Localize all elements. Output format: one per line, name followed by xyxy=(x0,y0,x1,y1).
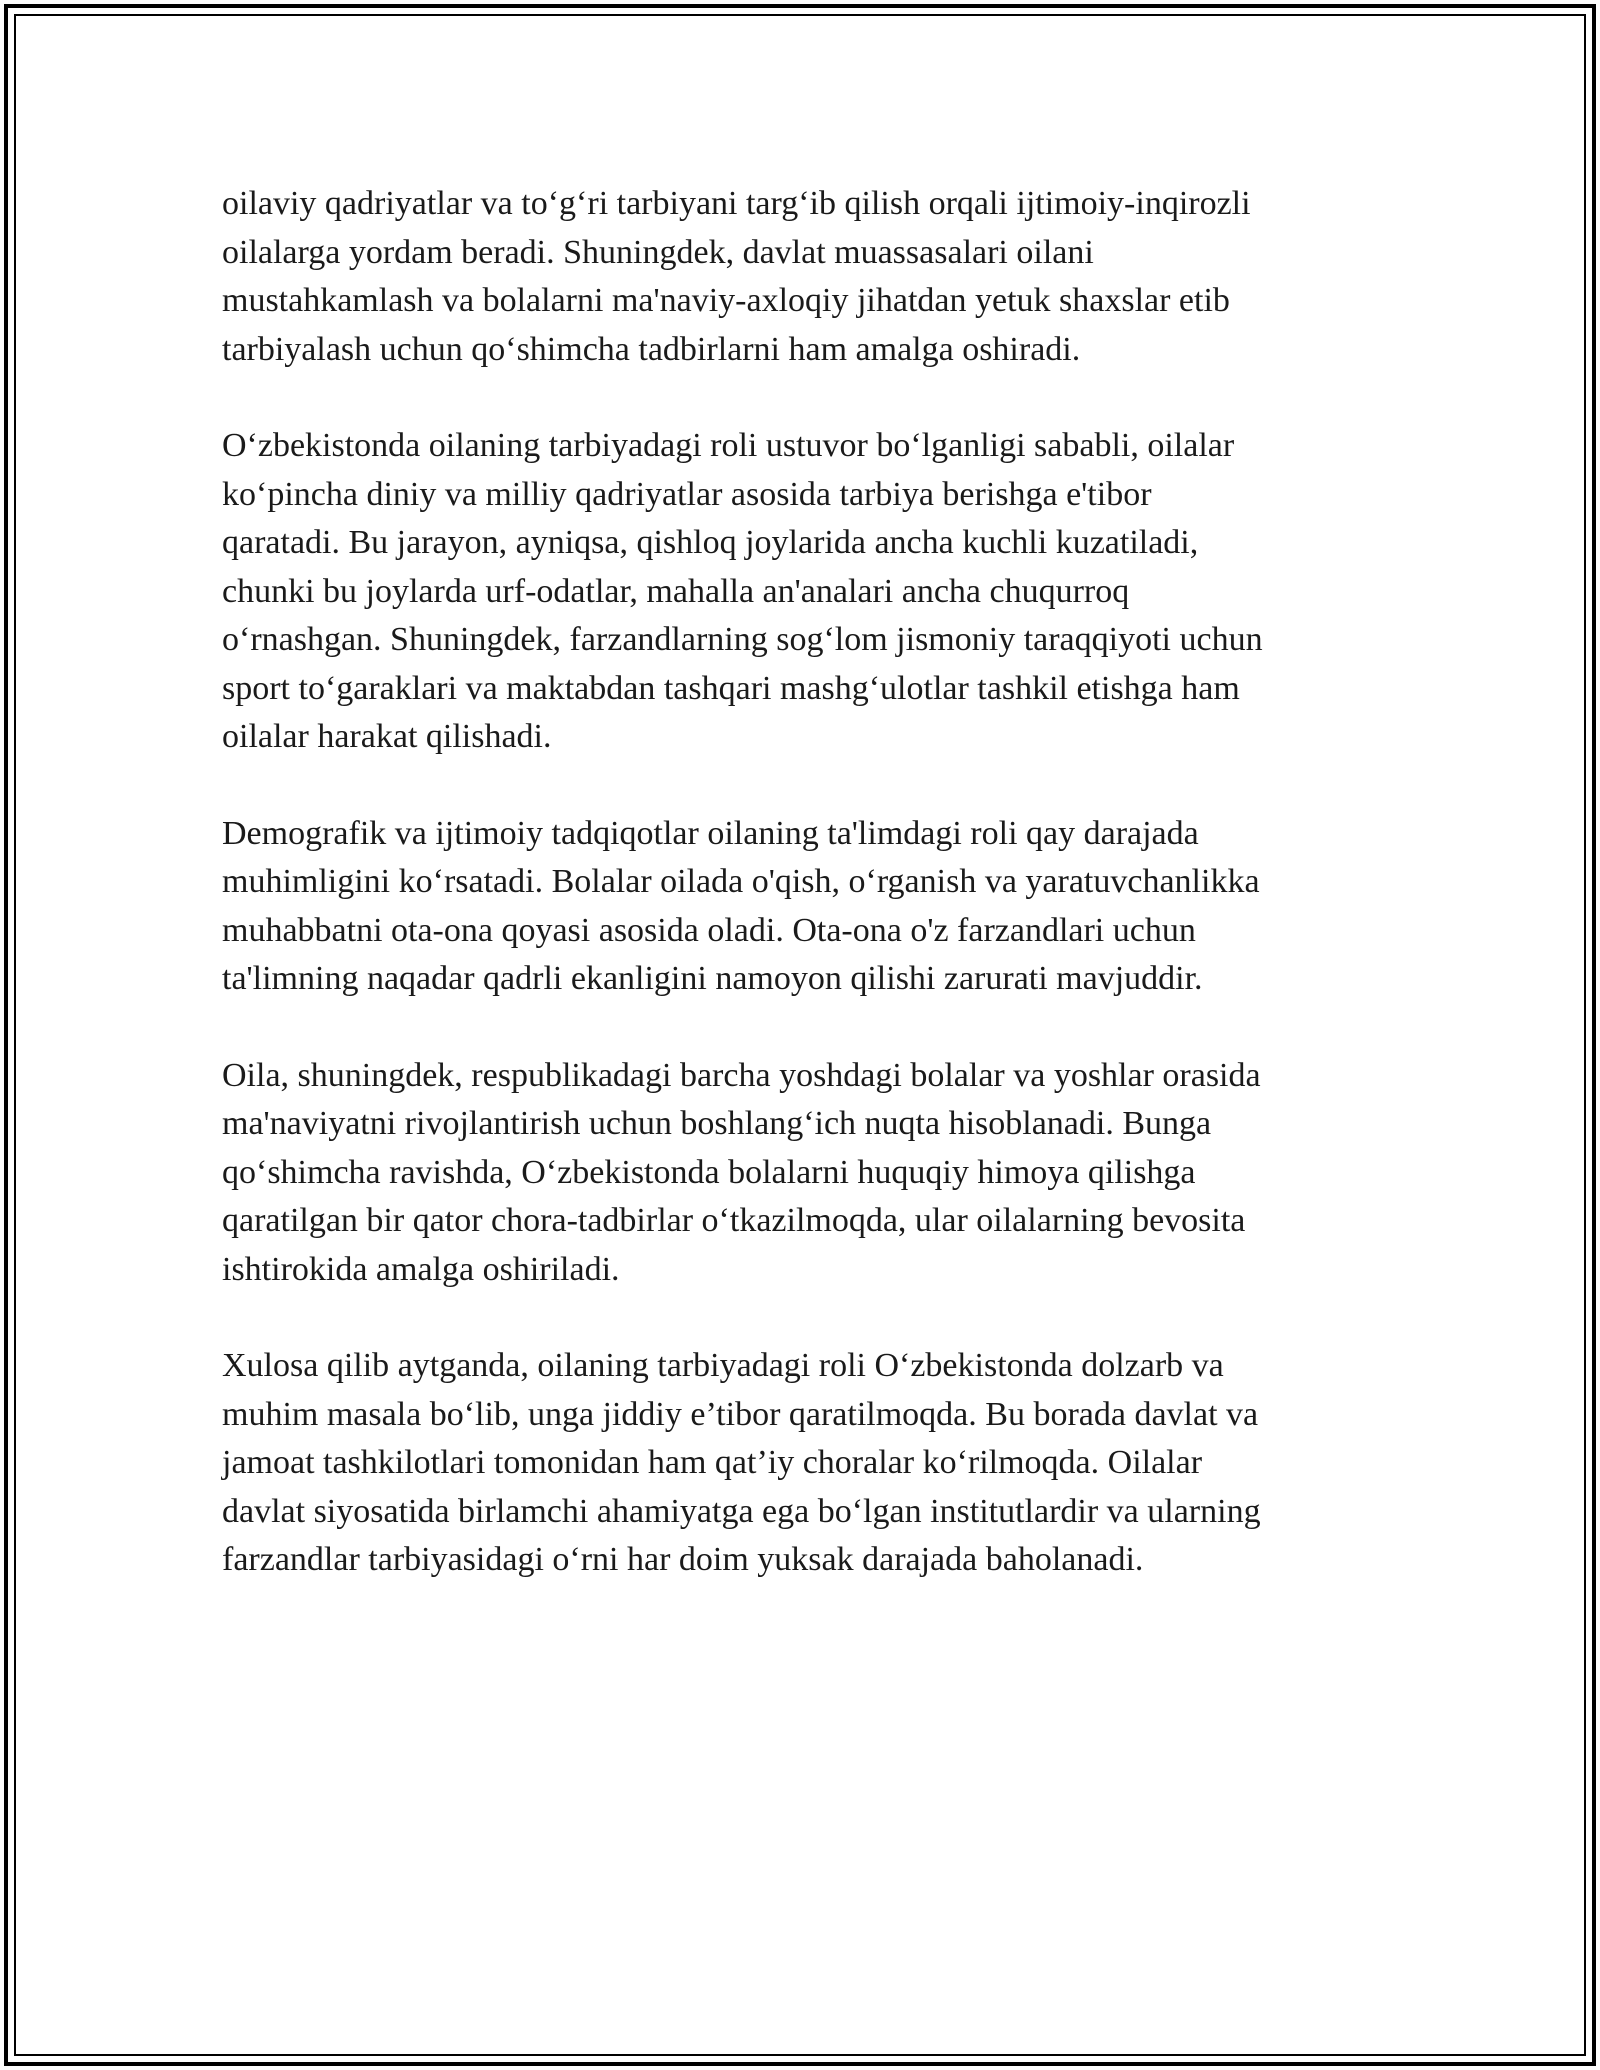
paragraph-1: oilaviy qadriyatlar va to‘g‘ri tarbiyani targ‘ib qilish orqali ijtimoiy-inqirozli oilalarga yordam beradi. Shuningdek, davlat muassasalari oilani mustahkamlash va bolalarni ma'naviy-axloqiy jihatdan yetuk shaxslar etib tarbiyalash uchun qo‘shimcha tadbirlarni ham amalga oshiradi. xyxy=(222,185,1251,368)
paragraph-3: Demografik va ijtimoiy tadqiqotlar oilaning ta'limdagi roli qay darajada muhimligini ko‘rsatadi. Bolalar oilada o'qish, o‘rganish va yaratuvchanlikka muhabbatni ota-ona qoyasi asosida oladi. Ota-ona o'z farzandlari uchun ta'limning naqadar qadrli ekanligini namoyon qilishi zarurati mavjuddir. xyxy=(222,814,1260,997)
paragraph-2: O‘zbekistonda oilaning tarbiyadagi roli ustuvor bo‘lganligi sababli, oilalar ko‘pincha diniy va milliy qadriyatlar asosida tarbiya berishga e'tibor qaratadi. Bu jarayon, ayniqsa, qishloq joylarida ancha kuchli kuzatiladi, chunki bu joylarda urf-odatlar, mahalla an'analari ancha chuqurroq o‘rnashgan. Shuningdek, farzandlarning sog‘lom jismoniy taraqqiyoti uchun sport to‘garaklari va maktabdan tashqari mashg‘ulotlar tashkil etishga ham oilalar harakat qilishadi. xyxy=(222,427,1263,755)
paragraph-4: Oila, shuningdek, respublikadagi barcha yoshdagi bolalar va yoshlar orasida ma'naviyatni rivojlantirish uchun boshlang‘ich nuqta hisoblanadi. Bunga qo‘shimcha ravishda, O‘zbekistonda bolalarni huquqiy himoya qilishga qaratilgan bir qator chora-tadbirlar o‘tkazilmoqda, ular oilalarning bevosita ishtirokida amalga oshiriladi. xyxy=(222,1056,1261,1288)
paragraph-5: Xulosa qilib aytganda, oilaning tarbiyadagi roli O‘zbekistonda dolzarb va muhim masala bo‘lib, unga jiddiy e’tibor qaratilmoqda. Bu borada davlat va jamoat tashkilotlari tomonidan ham qat’iy choralar ko‘rilmoqda. Oilalar davlat siyosatida birlamchi ahamiyatga ega bo‘lgan institutlardir va ularning farzandlar tarbiyasidagi o‘rni har doim yuksak darajada baholanadi. xyxy=(222,1347,1261,1578)
document-body xyxy=(222,180,1372,1633)
